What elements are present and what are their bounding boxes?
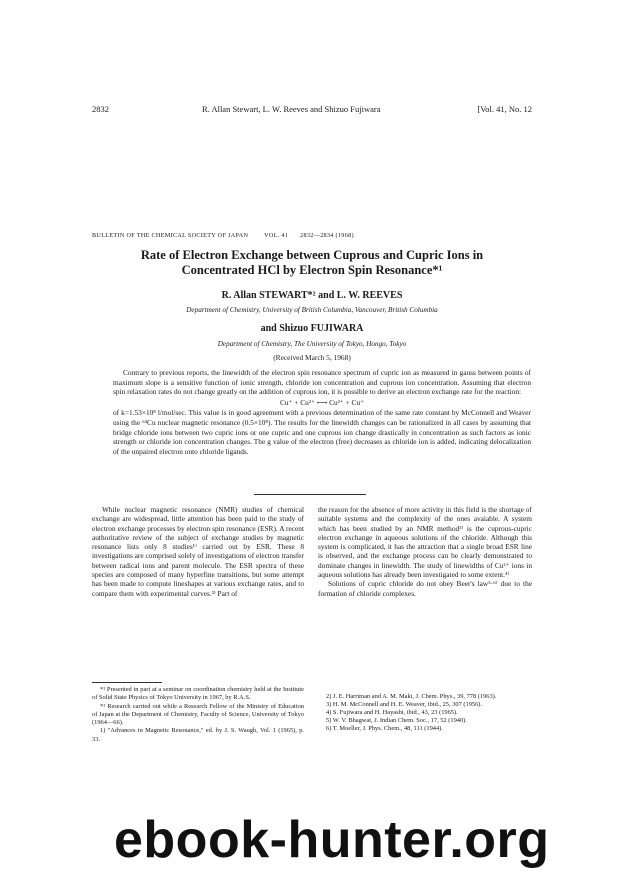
- running-volume: [Vol. 41, No. 12: [477, 104, 532, 114]
- reference-3: 3) H. M. McConnell and H. E. Weaver, ibid., 25, 307 (1956).: [326, 701, 483, 709]
- footnote-1: *¹ Presented in part at a seminar on coordination chemistry held at the Institute of Solid State Physics of Tokyo University in 1967, by R.A.S.: [92, 686, 304, 702]
- footnote-divider: [92, 682, 162, 683]
- affiliation-1: Department of Chemistry, University of British Columbia, Vancouver, British Columbia: [186, 306, 438, 314]
- reference-5: 5) W. V. Bhagwat, J. Indian Chem. Soc., 17, 52 (1940).: [326, 717, 467, 725]
- affiliation-2: Department of Chemistry, The University of Tokyo, Hongo, Tokyo: [217, 340, 407, 348]
- reference-4: 4) S. Fujiwara and H. Hayashi, ibid., 43, 23 (1965).: [326, 709, 458, 717]
- journal-name: BULLETIN OF THE CHEMICAL SOCIETY OF JAPAN: [92, 232, 249, 239]
- journal-citation: [92, 232, 452, 239]
- body-column-right: [318, 505, 532, 598]
- author-names-2: and Shizuo FUJIWARA: [260, 323, 364, 334]
- body-paragraph-3: Solutions of cupric chloride do not obey Beer's law⁵·⁶⁾ due to the formation of chloride complexes.: [318, 579, 532, 598]
- section-divider: [254, 494, 366, 495]
- footnotes-right: [318, 693, 532, 733]
- body-paragraph-2: the reason for the absence of more activity in this field is the shortage of suitable systems and the complexity of the ones avaiable. A system which has been studied by an NMR method³⁾ is the cuprous-cupric electron exchange in aqueous solutions of the chloride. Although this system is complicated, it has the attraction that a single broad ESR line is observed, and the exchange process can be clearly demonstrated to dominate changes in linewidth. The study of linewidths of Cu²⁺ ions in aqueous solutions has already been investigated to some extent.⁴⁾: [318, 505, 532, 580]
- title-line-2: Concentrated HCl by Electron Spin Resonance*¹: [181, 263, 443, 277]
- reference-2: 2) J. E. Harriman and A. M. Maki, J. Chem. Phys., 39, 778 (1963).: [326, 693, 497, 700]
- journal-pages: 2832—2834 (1968): [300, 232, 354, 239]
- body-column-left: [92, 505, 304, 598]
- journal-volume: VOL. 41: [264, 232, 289, 239]
- page-number: 2832: [92, 104, 109, 114]
- reference-1: 1) "Advances in Magnetic Resonance," ed. by J. S. Waugh, Vol. 1 (1965), p. 33.: [92, 727, 304, 743]
- body-paragraph-1: While nuclear magnetic resonance (NMR) studies of chemical exchange are widespread, little attention has been paid to the study of electron exchange processes by electron spin resonance (ESR). A recent authoritative review of the subject of exchange studies by magnetic resonance lists only 8 studies¹⁾ carried out by ESR. These 8 investigations are comprised solely of investigations of electron transfer between radical ions and parent molecule. The ESR spectra of these species are composed of many hyperfine transitions, but some attempt has been made to compute lineshapes at various exchange rates, and to compare them with experimental curves.²⁾ Part of: [92, 505, 304, 598]
- reaction-equation: Cu⁺ + Cu²⁺ ⟷ Cu²⁺ + Cu⁺: [279, 397, 365, 407]
- abstract: [113, 368, 531, 456]
- article-title: [92, 248, 532, 278]
- running-authors: R. Allan Stewart, L. W. Reeves and Shizuo Fujiwara: [202, 104, 381, 114]
- abstract-paragraph-1: Contrary to previous reports, the linewidth of the electron spin resonance spectrum of cupric ion as measured in gauss between points of maximum slope is a sensitive function of ionic strength, chloride ion concentration and cuprous ion concentration. Assuming that electron spin relaxation rates do not change greatly on the addition of cuprous ion, it is possible to derive an electron exchange rate for the reaction:: [113, 368, 531, 397]
- footnotes-left: [92, 686, 304, 744]
- watermark: ebook-hunter.org: [114, 811, 550, 869]
- received-date: (Received March 5, 1968): [273, 353, 351, 362]
- title-line-1: Rate of Electron Exchange between Cuprous and Cupric Ions in: [140, 248, 484, 262]
- abstract-paragraph-2: of k=1.53×10⁸ l/mol/sec. This value is in good agreement with a previous determination of the same rate constant by McConnell and Weaver using the ⁶³Cu nuclear magnetic resonance (0.5×10⁸). The results for the linewidth changes can be rationalized in all cases by assuming that bridge chloride ions between two cupric ions or one cupric and one cuprous ion change drastically in concentration as such factors as ionic strength or chloride ion concentration changes. The g value of the electron (free) decreases as chloride ion is added, indicating delocalization of the unpaired electron onto chloride ligands.: [113, 408, 531, 456]
- running-head: [92, 104, 532, 116]
- author-names-1: R. Allan STEWART*² and L. W. REEVES: [221, 290, 403, 301]
- footnote-2: *² Research carried out while a Research Fellow of the Ministry of Education of Japan at the Department of Chemistry, Faculty of Science, University of Tokyo (1964—66).: [92, 702, 304, 726]
- reference-6: 6) T. Moeller, J. Phys. Chem., 48, 111 (1944).: [326, 725, 443, 733]
